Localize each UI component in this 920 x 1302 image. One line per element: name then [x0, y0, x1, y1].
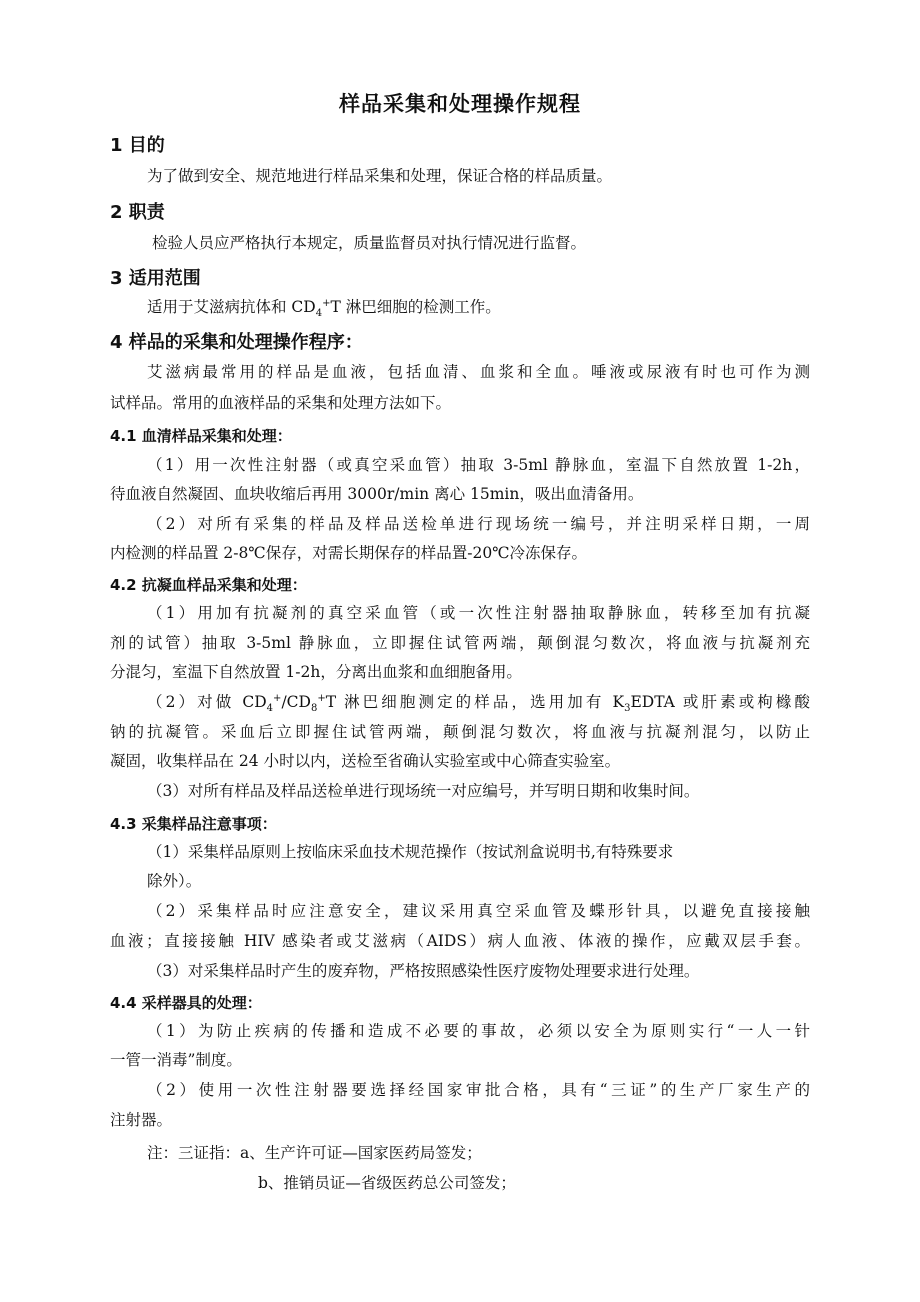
subsection-4-3-heading: 4.3 采集样品注意事项：	[110, 815, 277, 833]
paragraph-text: 内检测的样品置 2-8℃保存，对需长期保存的样品置-20℃冷冻保存。	[110, 544, 588, 562]
section-1-heading: 1 目的	[110, 135, 165, 156]
paragraph-text: 一管一消毒”制度。	[110, 1051, 242, 1069]
paragraph-text: （2）使用一次性注射器要选择经国家审批合格，具有“三证”的生产厂家生产的	[147, 1081, 810, 1099]
paragraph-text: 凝固，收集样品在 24 小时以内，送检至省确认实验室或中心筛查实验室。	[110, 752, 621, 770]
paragraph-text: （2）对做 $CD_4^+/CD_8^+T$ 淋巴细胞测定的样品，选用加有 $K_3EDTA$ 或肝素或枸橼酸	[147, 692, 810, 715]
section-1-body: 为了做到安全、规范地进行样品采集和处理，保证合格的样品质量。	[147, 167, 613, 185]
paragraph-text: （3）对所有样品及样品送检单进行现场统一对应编号，并写明日期和收集时间。	[147, 782, 700, 800]
paragraph-text: 除外）。	[147, 872, 202, 890]
section-2-body: 检验人员应严格执行本规定，质量监督员对执行情况进行监督。	[152, 234, 587, 252]
section-3-heading: 3 适用范围	[110, 268, 201, 289]
paragraph-text: （2）对所有采集的样品及样品送检单进行现场统一编号，并注明采样日期，一周	[147, 515, 810, 533]
subsection-4-1-heading: 4.1 血清样品采集和处理：	[110, 427, 292, 445]
paragraph-text: 注射器。	[110, 1111, 173, 1129]
section-3-body: 适用于艾滋病抗体和 $CD_4^+T$ 淋巴细胞的检测工作。	[147, 297, 501, 320]
paragraph-text: （2）采集样品时应注意安全，建议采用真空采血管及蝶形针具，以避免直接接触	[147, 902, 810, 920]
section-4-intro-line-2: 试样品。常用的血液样品的采集和处理方法如下。	[110, 394, 452, 412]
paragraph-text: （3）对采集样品时产生的废弃物，严格按照感染性医疗废物处理要求进行处理。	[147, 962, 700, 980]
section-2-heading: 2 职责	[110, 202, 165, 223]
paragraph-text: 剂的试管）抽取 3-5ml 静脉血，立即握住试管两端，颠倒混匀数次，将血液与抗凝剂充	[110, 634, 810, 652]
subsection-4-4-heading: 4.4 采样器具的处理：	[110, 994, 262, 1012]
paragraph-text: （1）用加有抗凝剂的真空采血管（或一次性注射器抽取静脉血，转移至加有抗凝	[147, 604, 810, 622]
note-line-1: 注：三证指：a、生产许可证—国家医药局签发；	[147, 1144, 482, 1162]
paragraph-text: 血液；直接接触 HIV 感染者或艾滋病（AIDS）病人血液、体液的操作，应戴双层手套。	[110, 932, 810, 950]
subsection-4-2-heading: 4.2 抗凝血样品采集和处理：	[110, 576, 307, 594]
document-title: 样品采集和处理操作规程	[339, 92, 581, 116]
paragraph-text: 待血液自然凝固、血块收缩后再用 3000r/min 离心 15min，吸出血清备用。	[110, 485, 644, 503]
section-4-intro-line-1: 艾滋病最常用的样品是血液，包括血清、血浆和全血。唾液或尿液有时也可作为测	[147, 363, 810, 381]
paragraph-text: （1）采集样品原则上按临床采血技术规范操作（按试剂盒说明书,有特殊要求	[147, 843, 674, 861]
paragraph-text: （1）用一次性注射器（或真空采血管）抽取 3-5ml 静脉血，室温下自然放置 1-2h，	[147, 456, 810, 474]
paragraph-text: 分混匀，室温下自然放置 1-2h，分离出血浆和血细胞备用。	[110, 663, 522, 681]
paragraph-text: （1）为防止疾病的传播和造成不必要的事故，必须以安全为原则实行“一人一针	[147, 1022, 810, 1040]
paragraph-text: 钠的抗凝管。采血后立即握住试管两端，颠倒混匀数次，将血液与抗凝剂混匀，以防止	[110, 723, 810, 741]
note-line-2: b、推销员证—省级医药总公司签发；	[258, 1174, 516, 1192]
section-4-heading: 4 样品的采集和处理操作程序：	[110, 332, 363, 353]
